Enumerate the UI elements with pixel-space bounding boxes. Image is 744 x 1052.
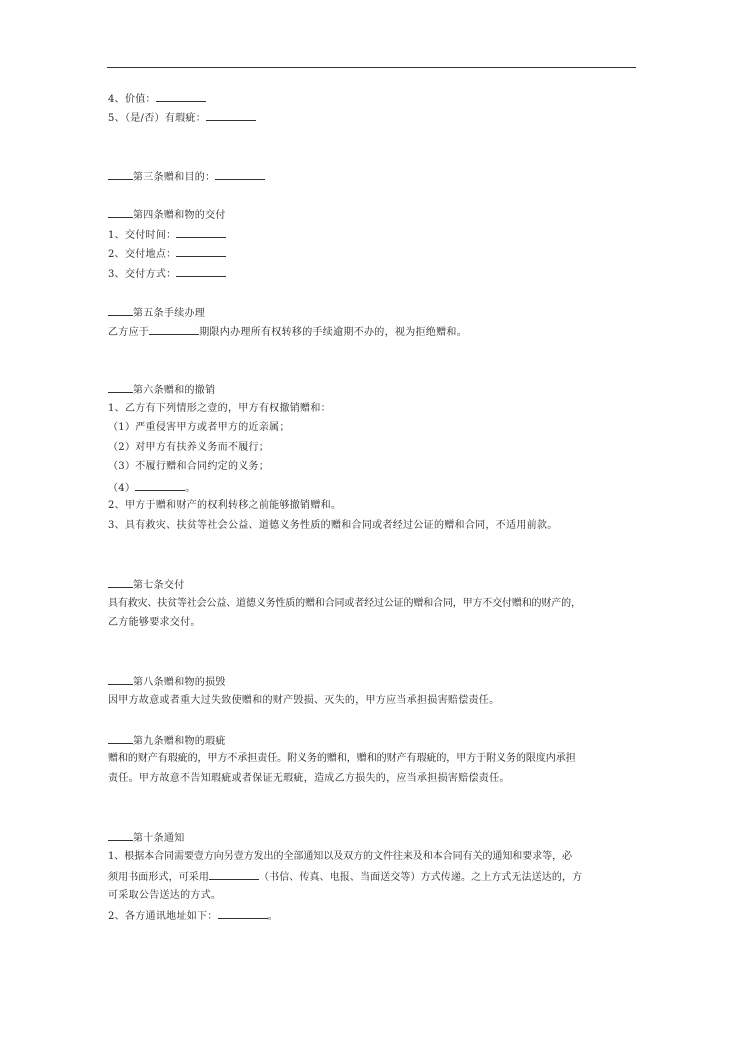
article-8-paragraph: 因甲方故意或者重大过失致使赠和的财产毁损、灭失的，甲方应当承担损害赔偿责任。 <box>108 695 500 706</box>
article-8-heading: 第八条赠和物的损毁 <box>108 674 226 690</box>
blank-field[interactable] <box>176 266 226 277</box>
article-6-item-1: 1、乙方有下列情形之壹的，甲方有权撤销赠和： <box>108 403 331 414</box>
article-5-paragraph: 乙方应于 期限内办理所有权转移的手续逾期不办的，视为拒绝赠和。 <box>108 324 467 340</box>
blank-field[interactable] <box>218 908 268 919</box>
article-9-heading: 第九条赠和物的瑕疵 <box>108 733 226 749</box>
header-rule <box>107 67 636 68</box>
blank-field[interactable] <box>209 869 259 880</box>
article-6-sub-1: （1）严重侵害甲方或者甲方的近亲属； <box>108 422 290 433</box>
article-6-sub-3: （3）不履行赠和合同约定的义务； <box>108 461 270 472</box>
delivery-place-line: 2、交付地点： <box>108 246 226 262</box>
article-6-item-2: 2、甲方于赠和财产的权利转移之前能够撤销赠和。 <box>108 500 342 511</box>
defect-line: 5、（是/否）有瑕疵： <box>108 110 256 126</box>
article-10-heading: 第十条通知 <box>108 830 185 846</box>
blank-field[interactable] <box>176 227 226 238</box>
article-6-sub-4: （4） 。 <box>108 480 196 496</box>
delivery-time-line: 1、交付时间： <box>108 227 226 243</box>
article-6-item-3: 3、具有救灾、扶贫等社会公益、道德义务性质的赠和合同或者经过公证的赠和合同，不适用前款。 <box>108 520 558 531</box>
value-line: 4、价值： <box>108 91 206 107</box>
blank-field[interactable] <box>135 480 185 491</box>
delivery-method-line: 3、交付方式： <box>108 266 226 282</box>
article-4-heading: 第四条赠和物的交付 <box>108 207 226 223</box>
article-9-paragraph-1: 赠和的财产有瑕疵的，甲方不承担责任。附义务的赠和，赠和的财产有瑕疵的，甲方于附义务的限度内承担 <box>108 753 576 764</box>
article-7-heading: 第七条交付 <box>108 577 185 593</box>
article-10-paragraph-1: 1、根据本合同需要壹方向另壹方发出的全部通知以及双方的文件往来及和本合同有关的通知和要求等，必 <box>108 851 573 862</box>
article-10-paragraph-2: 须用书面形式，可采用 （书信、传真、电报、当面送交等）方式传递。之上方式无法送达的，方 <box>108 869 582 885</box>
blank-field[interactable] <box>156 91 206 102</box>
article-9-paragraph-2: 责任。甲方故意不告知瑕疵或者保证无瑕疵，造成乙方损失的，应当承担损害赔偿责任。 <box>108 773 510 784</box>
article-3-heading: 第三条赠和目的： <box>108 169 265 185</box>
blank-field[interactable] <box>215 169 265 180</box>
article-5-heading: 第五条手续办理 <box>108 305 205 321</box>
article-7-paragraph-2: 乙方能够要求交付。 <box>108 617 201 628</box>
blank-field[interactable] <box>149 324 199 335</box>
article-7-paragraph-1: 具有救灾、扶贫等社会公益、道德义务性质的赠和合同或者经过公证的赠和合同，甲方不交付赠和的财产的， <box>108 598 581 609</box>
article-6-sub-2: （2）对甲方有扶养义务而不履行； <box>108 442 270 453</box>
blank-field[interactable] <box>176 246 226 257</box>
article-10-paragraph-3: 可采取公告送达的方式。 <box>108 890 222 901</box>
blank-field[interactable] <box>206 110 256 121</box>
article-6-heading: 第六条赠和的撤销 <box>108 382 215 398</box>
article-10-paragraph-4: 2、各方通讯地址如下： 。 <box>108 908 278 924</box>
